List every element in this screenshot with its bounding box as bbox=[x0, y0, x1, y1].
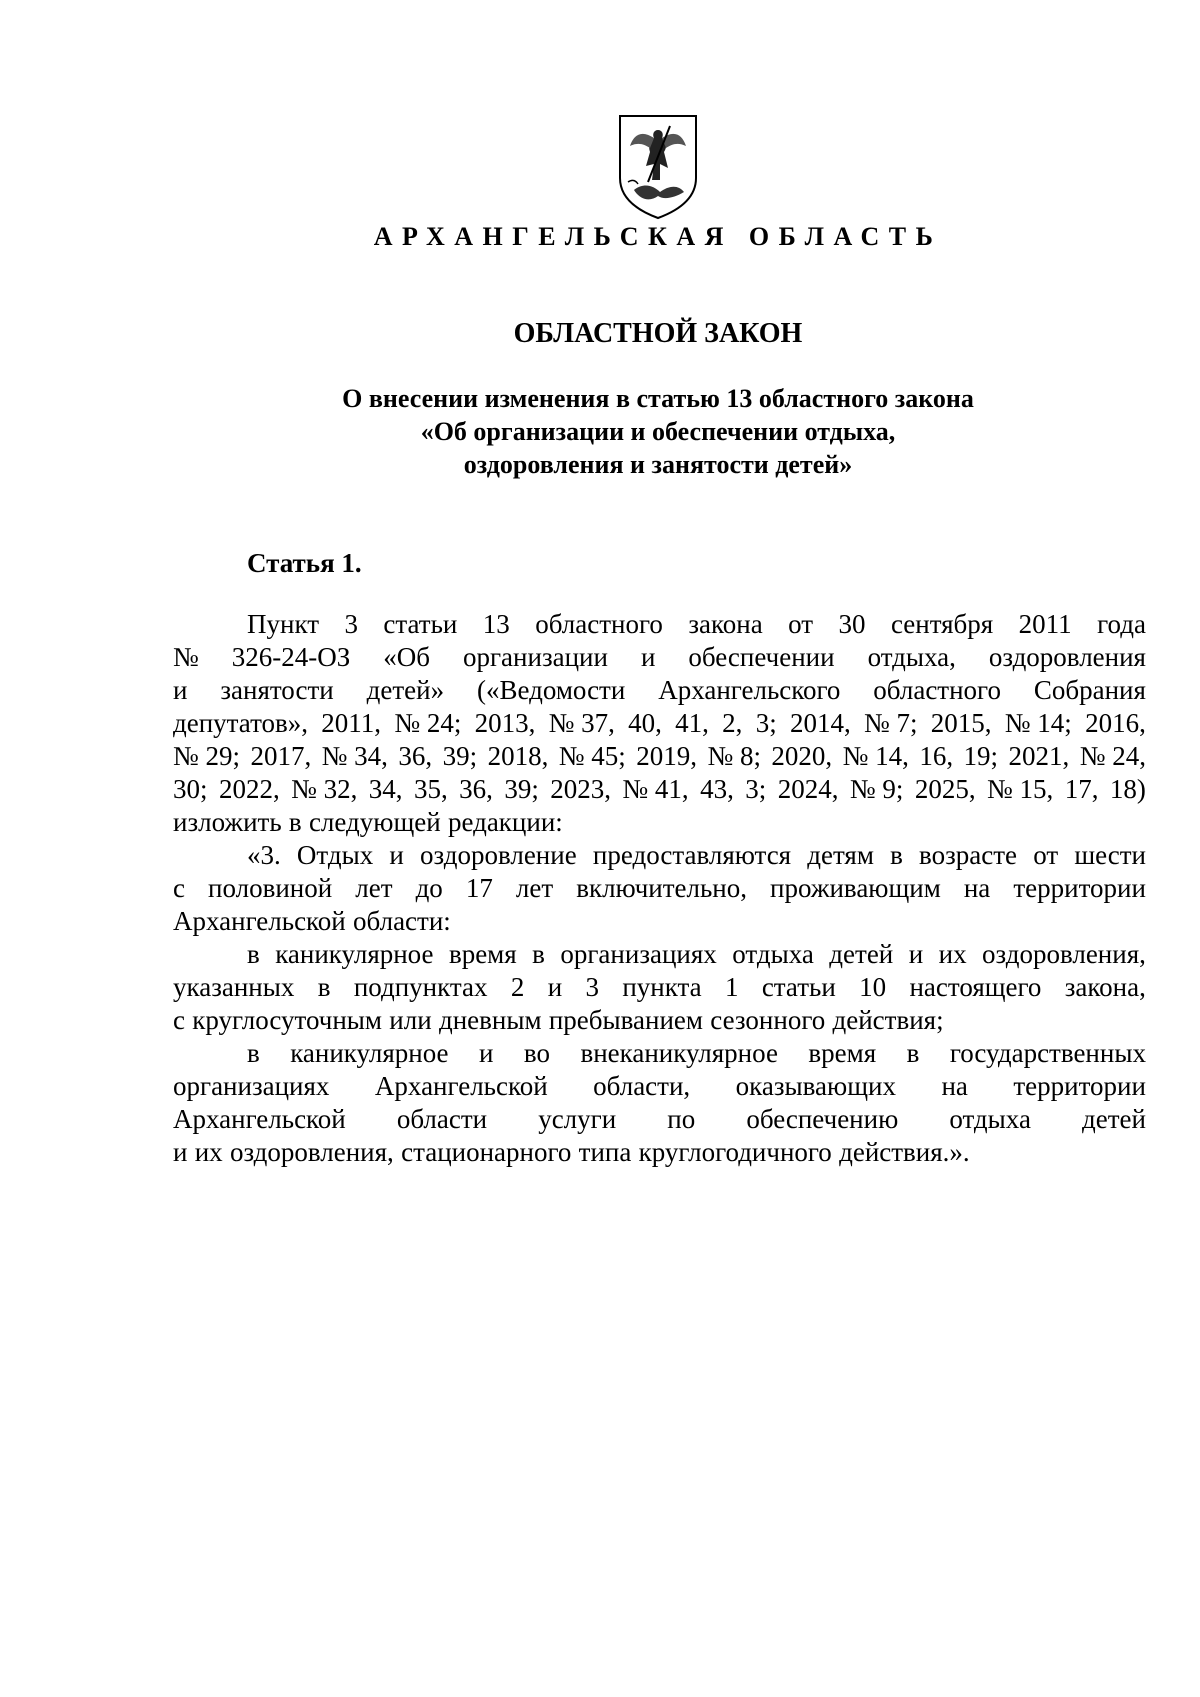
word: Пункт bbox=[247, 609, 320, 639]
word: проживающим bbox=[770, 873, 941, 903]
word: настоящего bbox=[909, 972, 1042, 1002]
region-name: АРХАНГЕЛЬСКАЯ ОБЛАСТЬ bbox=[373, 222, 943, 251]
word: и bbox=[908, 939, 924, 969]
word: дневным bbox=[438, 1005, 542, 1035]
word: по bbox=[667, 1104, 696, 1134]
word: № 7; bbox=[863, 708, 918, 738]
word: территории bbox=[1013, 873, 1146, 903]
law-title-line: оздоровления и занятости детей» bbox=[463, 450, 853, 479]
word: 3; bbox=[745, 774, 767, 804]
word: 2022, bbox=[218, 774, 280, 804]
word: обеспечении bbox=[688, 642, 835, 672]
text-line bbox=[173, 1103, 1146, 1136]
word: области, bbox=[593, 1071, 691, 1101]
word: каникулярное bbox=[290, 1038, 449, 1068]
word: пункта bbox=[622, 972, 702, 1002]
word: № 24, bbox=[1079, 741, 1146, 771]
coat-of-arms-icon bbox=[614, 112, 702, 222]
word: указанных bbox=[173, 972, 295, 1002]
word: 35, bbox=[413, 774, 448, 804]
word: в bbox=[247, 1038, 260, 1068]
word: детям bbox=[807, 840, 874, 870]
article-heading: Статья 1. bbox=[247, 548, 362, 578]
word: в bbox=[288, 807, 302, 837]
word: оздоровления bbox=[988, 642, 1146, 672]
word: № 9; bbox=[849, 774, 904, 804]
word: 2016, bbox=[1085, 708, 1146, 738]
word: включительно, bbox=[576, 873, 747, 903]
word: № 14, bbox=[842, 741, 909, 771]
word: сентября bbox=[890, 609, 994, 639]
word: областного bbox=[535, 609, 663, 639]
word: на bbox=[963, 873, 991, 903]
word: 18) bbox=[1109, 774, 1146, 804]
word: 2 bbox=[510, 972, 525, 1002]
word: 2013, bbox=[474, 708, 536, 738]
word: и bbox=[547, 972, 563, 1002]
word: от bbox=[1033, 840, 1059, 870]
word: детей» bbox=[366, 675, 445, 705]
word: их bbox=[194, 1137, 223, 1167]
word: «3. bbox=[247, 840, 281, 870]
word: организациях bbox=[173, 1071, 330, 1101]
word: отдыха bbox=[949, 1104, 1031, 1134]
text-line bbox=[173, 971, 1146, 1004]
word: 2, bbox=[722, 708, 743, 738]
word: лет bbox=[355, 873, 393, 903]
word: стационарного bbox=[401, 1137, 572, 1167]
law-title-line: «Об организации и обеспечении отдыха, bbox=[420, 417, 896, 446]
word: организации bbox=[462, 642, 608, 672]
text-line bbox=[173, 839, 1146, 872]
word: действия.». bbox=[839, 1137, 970, 1167]
word: № 41, bbox=[622, 774, 689, 804]
word: время bbox=[808, 1038, 877, 1068]
word: № 34, bbox=[321, 741, 388, 771]
word: 40, bbox=[628, 708, 662, 738]
word: 2025, bbox=[914, 774, 976, 804]
word: № 24; bbox=[394, 708, 462, 738]
article-paragraph bbox=[173, 938, 1146, 1037]
word: 43, bbox=[700, 774, 734, 804]
word: Собрания bbox=[1033, 675, 1146, 705]
text-line bbox=[173, 674, 1146, 707]
word: оздоровление bbox=[420, 840, 577, 870]
word: каникулярное bbox=[275, 939, 434, 969]
word: («Ведомости bbox=[476, 675, 626, 705]
law-title-line: О внесении изменения в статью 13 областного закона bbox=[342, 384, 974, 413]
word: с bbox=[173, 873, 185, 903]
word: половиной bbox=[208, 873, 333, 903]
word: сезонного bbox=[710, 1005, 826, 1035]
word: Архангельского bbox=[658, 675, 841, 705]
word: 2015, bbox=[930, 708, 992, 738]
word: до bbox=[415, 873, 443, 903]
text-line bbox=[173, 905, 1146, 938]
word: депутатов», bbox=[173, 708, 309, 738]
word: внеканикулярное bbox=[580, 1038, 778, 1068]
word: 2011 bbox=[1018, 609, 1072, 639]
word: 2023, bbox=[550, 774, 611, 804]
text-line bbox=[173, 641, 1146, 674]
word: 2018, bbox=[487, 741, 549, 771]
word: круглосуточным bbox=[192, 1005, 383, 1035]
text-line bbox=[173, 773, 1146, 806]
word: 2011, bbox=[321, 708, 382, 738]
word: 2024, bbox=[777, 774, 839, 804]
word: 2019, bbox=[636, 741, 697, 771]
word: 3; bbox=[755, 708, 777, 738]
word: и bbox=[173, 1137, 188, 1167]
text-line bbox=[173, 608, 1146, 641]
word: детей bbox=[1082, 1104, 1146, 1134]
word: возрасте bbox=[919, 840, 1018, 870]
word: на bbox=[941, 1071, 968, 1101]
word: 2020, bbox=[771, 741, 833, 771]
word: круглогодичного bbox=[638, 1137, 832, 1167]
word: 39; bbox=[504, 774, 539, 804]
word: № 45; bbox=[558, 741, 626, 771]
word: 2014, bbox=[789, 708, 851, 738]
word: 30; bbox=[173, 774, 208, 804]
word: «Об bbox=[383, 642, 430, 672]
word: Архангельской bbox=[173, 1104, 346, 1134]
word: 41, bbox=[675, 708, 709, 738]
word: № bbox=[173, 642, 199, 672]
word: 34, bbox=[368, 774, 403, 804]
word: детей bbox=[829, 939, 894, 969]
word: № 29; bbox=[173, 741, 241, 771]
coat-of-arms-emblem bbox=[614, 112, 702, 222]
word: областного bbox=[873, 675, 1001, 705]
word: в bbox=[890, 840, 903, 870]
word: действия; bbox=[832, 1005, 944, 1035]
word: 36, bbox=[459, 774, 493, 804]
word: 1 bbox=[724, 972, 739, 1002]
word: оздоровления, bbox=[982, 939, 1146, 969]
word: 39; bbox=[442, 741, 478, 771]
article-paragraph bbox=[173, 608, 1146, 839]
word: 19; bbox=[963, 741, 999, 771]
word: государственных bbox=[949, 1038, 1146, 1068]
word: от bbox=[788, 609, 814, 639]
word: 30 bbox=[838, 609, 866, 639]
word: отдыха, bbox=[867, 642, 956, 672]
word: и bbox=[640, 642, 656, 672]
word: 2021, bbox=[1008, 741, 1070, 771]
word: во bbox=[523, 1038, 550, 1068]
text-line bbox=[173, 806, 1146, 839]
text-line bbox=[173, 938, 1146, 971]
word: с bbox=[173, 1005, 185, 1035]
word: лет bbox=[515, 873, 554, 903]
word: и bbox=[478, 1038, 494, 1068]
word: 3 bbox=[344, 609, 358, 639]
article-paragraph bbox=[173, 1037, 1146, 1169]
text-line bbox=[173, 872, 1146, 905]
word: закона bbox=[688, 609, 763, 639]
article-body bbox=[173, 608, 1146, 1169]
word: статьи bbox=[383, 609, 458, 639]
word: закона, bbox=[1064, 972, 1146, 1002]
word: их bbox=[938, 939, 967, 969]
word: в bbox=[317, 972, 331, 1002]
word: года bbox=[1097, 609, 1146, 639]
word: занятости bbox=[220, 675, 334, 705]
word: организациях bbox=[560, 939, 717, 969]
article-paragraph bbox=[173, 839, 1146, 938]
word: предоставляются bbox=[592, 840, 792, 870]
word: 326-24-ОЗ bbox=[231, 642, 351, 672]
word: и bbox=[173, 675, 188, 705]
text-line bbox=[173, 740, 1146, 773]
word: типа bbox=[578, 1137, 632, 1167]
text-line bbox=[173, 1004, 1146, 1037]
word: редакции: bbox=[447, 807, 563, 837]
word: Архангельской bbox=[173, 906, 346, 936]
word: 17, bbox=[1064, 774, 1099, 804]
word: подпунктах bbox=[353, 972, 488, 1002]
word: № 15, bbox=[987, 774, 1054, 804]
word: обеспечению bbox=[746, 1104, 899, 1134]
word: следующей bbox=[308, 807, 441, 837]
word: № 32, bbox=[291, 774, 358, 804]
word: 3 bbox=[585, 972, 599, 1002]
word: 10 bbox=[859, 972, 887, 1002]
word: области bbox=[396, 1104, 488, 1134]
word: 13 bbox=[482, 609, 510, 639]
word: 2017, bbox=[250, 741, 312, 771]
text-line bbox=[173, 707, 1146, 740]
word: № 37, bbox=[548, 708, 615, 738]
word: пребыванием bbox=[548, 1005, 703, 1035]
word: области: bbox=[353, 906, 451, 936]
text-line bbox=[173, 1037, 1146, 1070]
word: 36, bbox=[398, 741, 433, 771]
word: время bbox=[448, 939, 517, 969]
word: шести bbox=[1074, 840, 1146, 870]
text-line bbox=[173, 1136, 1146, 1169]
text-line bbox=[173, 1070, 1146, 1103]
word: оказывающих bbox=[735, 1071, 896, 1101]
word: или bbox=[389, 1005, 432, 1035]
word: 16, bbox=[919, 741, 954, 771]
word: Отдых bbox=[296, 840, 374, 870]
word: территории bbox=[1013, 1071, 1146, 1101]
document-type: ОБЛАСТНОЙ ЗАКОН bbox=[513, 318, 803, 349]
word: 17 bbox=[465, 873, 493, 903]
word: № 14; bbox=[1004, 708, 1072, 738]
word: Архангельской bbox=[374, 1071, 548, 1101]
word: отдыха bbox=[732, 939, 814, 969]
word: № 8; bbox=[707, 741, 761, 771]
word: оздоровления, bbox=[229, 1137, 394, 1167]
word: изложить bbox=[173, 807, 282, 837]
word: в bbox=[247, 939, 260, 969]
word: в bbox=[906, 1038, 920, 1068]
word: в bbox=[532, 939, 545, 969]
word: услуги bbox=[538, 1104, 617, 1134]
law-title bbox=[0, 382, 1200, 481]
word: статьи bbox=[761, 972, 836, 1002]
word: и bbox=[389, 840, 404, 870]
